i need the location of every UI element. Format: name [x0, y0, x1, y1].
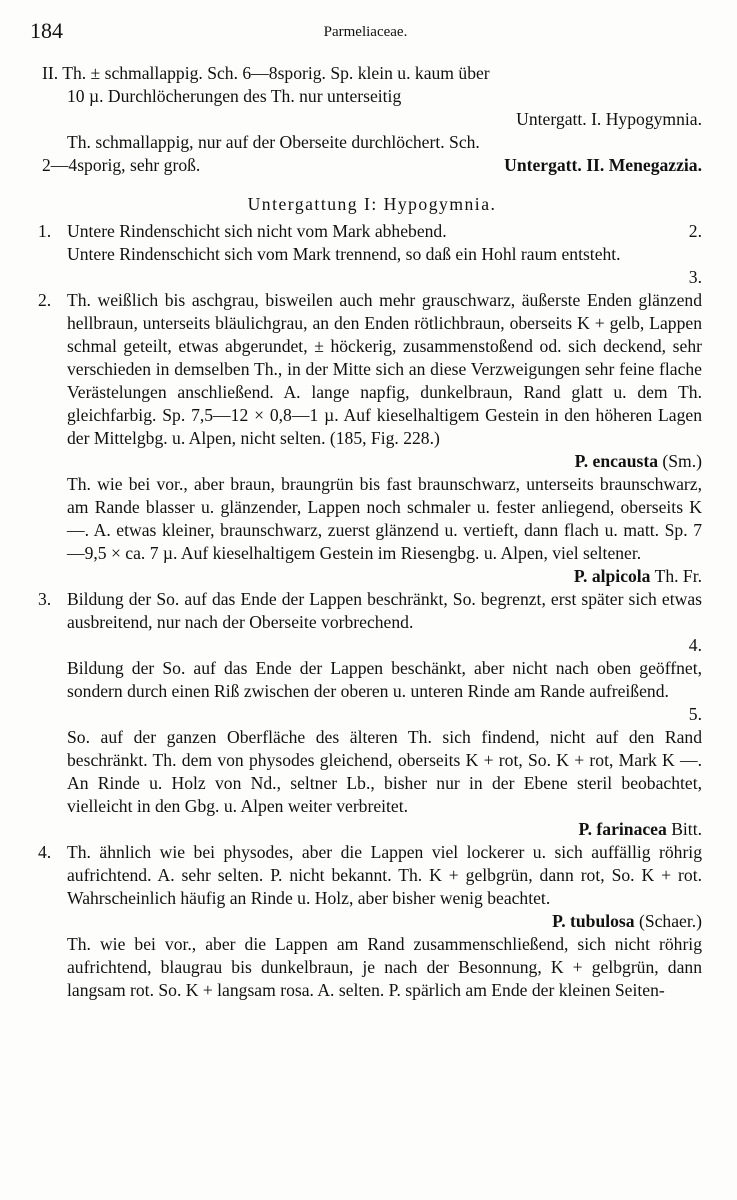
- key-4a-text: Th. ähnlich wie bei physodes, aber die Lappen viel lockerer u. sich auffällig röhrig aufrichtend. A. sehr selten. P. nicht bekannt. Th. K + gelbgrün, dann rot, So. K + rot. Wahrscheinlich häufig an Rinde u. Holz, aber bisher wenig beachtet.: [67, 842, 702, 908]
- subgenus-menegazzia-ref: Untergatt. II. Menegazzia.: [504, 155, 702, 175]
- key-couplet-1: [38, 220, 702, 289]
- key-number: 4.: [38, 842, 52, 862]
- key-1b: [42, 243, 702, 289]
- page-header: [30, 18, 701, 48]
- top-line-2: 10 µ. Durchlöcherungen des Th. nur unterseitig: [67, 86, 402, 106]
- top-line-4: [42, 154, 702, 177]
- species-name: P. encausta: [574, 451, 658, 471]
- key-number: 3.: [38, 589, 52, 609]
- top-line-1: II. Th. ± schmallappig. Sch. 6—8sporig. Sp. klein u. kaum über: [42, 63, 490, 83]
- subgenus-hypogymnia-ref: Untergatt. I. Hypogymnia.: [516, 109, 702, 129]
- top-line-3: Th. schmallappig, nur auf der Oberseite durchlöchert. Sch.: [67, 132, 480, 152]
- key-1a-text: Untere Rindenschicht sich nicht vom Mark abhebend.: [67, 221, 447, 241]
- key-3a-goto: 4.: [688, 635, 702, 655]
- key-couplet-2: [38, 289, 702, 588]
- key-couplet-4: [38, 841, 702, 1002]
- key-number: 2.: [38, 290, 52, 310]
- key-3a-text: Bildung der So. auf das Ende der Lappen beschränkt, So. begrenzt, erst später sich etwas ausbreitend, nur nach der Oberseite vorbrechend.: [67, 589, 702, 632]
- species-author: Th. Fr.: [654, 566, 702, 586]
- species-name: P. tubulosa: [552, 911, 635, 931]
- species-author: (Sm.): [662, 451, 702, 471]
- species-author: (Schaer.): [638, 911, 702, 931]
- key-4b-text: Th. wie bei vor., aber die Lappen am Rand zusammenschließend, sich nicht röhrig aufrichtend, blaugrau bis dunkelbraun, je nach der Besonnung, K + gelbgrün, dann langsam rot. So. K + langsam rosa. A. selten. P. spärlich am Ende der kleinen Seiten-: [67, 934, 702, 1000]
- top-line-4-text: 2—4sporig, sehr groß.: [42, 155, 201, 175]
- key-1b-text: Untere Rindenschicht sich vom Mark trennend, so daß ein Hohl raum entsteht.: [67, 244, 621, 264]
- section-title: Untergattung I: Hypogymnia.: [247, 194, 497, 214]
- key-number: 1.: [38, 221, 52, 241]
- key-couplet-3: [38, 588, 702, 841]
- key-2a: [38, 289, 702, 473]
- genus-key-top: [42, 62, 702, 177]
- species-name: P. farinacea: [578, 819, 667, 839]
- species-tubulosa: [67, 910, 702, 933]
- page-number: 184: [30, 18, 63, 43]
- key-2b-text: Th. wie bei vor., aber braun, braungrün bis fast braunschwarz, unterseits braunschwarz, am Rande blasser u. glänzender, Lappen noch schmaler u. fester anliegend, oberseits K —. A. etwas kleiner, braunschwarz, zuerst glänzend u. vertieft, dann flach u. matt. Sp. 7—9,5 × ca. 7 µ. Auf kieselhaltigem Gestein im Riesengbg. u. Alpen, viel seltener.: [67, 474, 702, 563]
- key-1a-goto: 2.: [688, 221, 702, 241]
- key-1a: [38, 220, 702, 243]
- key-3a: [38, 588, 702, 657]
- species-name: P. alpicola: [573, 566, 651, 586]
- key-3b-text: Bildung der So. auf das Ende der Lappen beschänkt, aber nicht nach oben geöffnet, sondern durch einen Riß zwischen der oberen u. unteren Rinde am Rande aufreißend.: [67, 658, 702, 701]
- key-2a-text: Th. weißlich bis aschgrau, bisweilen auch mehr grauschwarz, äußerste Enden glänzend hellbraun, unterseits bläulichgrau, an den Enden rötlichbraun, oberseits K + gelb, Lappen schmal geteilt, etwas abgerundet, ± höckerig, zusammenstoßend od. sich deckend, sehr verschieden in demselben Th., in der Mitte sich an diese Verzweigungen sehr feine flache Verästelungen anschließend. A. lange napfig, dunkelbraun, Rand glatt u. dem Th. gleichfarbig. Sp. 7,5—12 × 0,8—1 µ. Auf kieselhaltigem Gestein in den höheren Lagen der Mittelgbg. u. Alpen, nicht selten. (185, Fig. 228.): [67, 290, 702, 448]
- key-4b: [42, 933, 702, 1002]
- species-author: Bitt.: [671, 819, 702, 839]
- species-encausta: [67, 450, 702, 473]
- key-1b-goto: 3.: [688, 267, 702, 287]
- key-3c-text: So. auf der ganzen Oberfläche des älteren Th. sich findend, nicht auf den Rand beschränkt. Th. dem von physodes gleichend, oberseits K + rot, So. K + rot, Mark K —. An Rinde u. Holz von Nd., seltner Lb., bisher nur in der Ebene steril beobachtet, vielleicht in den Gbg. u. Alpen weiter verbreitet.: [67, 727, 702, 816]
- key-4a: [38, 841, 702, 933]
- page-body: [38, 62, 702, 1002]
- key-3b: [42, 657, 702, 726]
- running-title: Parmeliaceae.: [323, 24, 408, 40]
- key-3b-goto: 5.: [688, 704, 702, 724]
- species-farinacea: [67, 818, 702, 841]
- key-2b: [42, 473, 702, 588]
- species-alpicola: [67, 565, 702, 588]
- key-3c: [42, 726, 702, 841]
